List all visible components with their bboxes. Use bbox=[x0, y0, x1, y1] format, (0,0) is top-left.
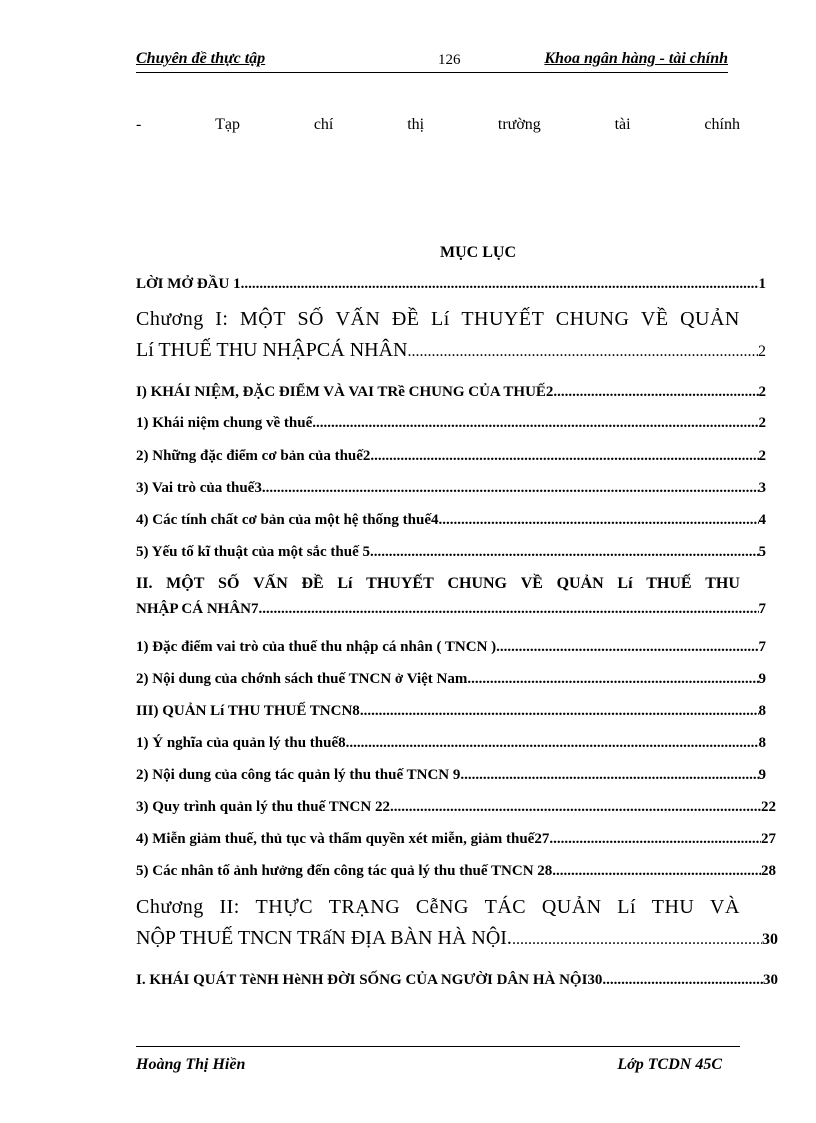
toc-leader-dots bbox=[552, 863, 761, 880]
toc-chapter-word: Chương bbox=[136, 896, 204, 918]
toc-entry-preface[interactable] bbox=[136, 276, 766, 293]
toc-entry-page: 30 bbox=[763, 972, 778, 988]
toc-entry-page: 2 bbox=[758, 343, 766, 360]
toc-entry-label: I. KHÁI QUÁT TèNH HèNH ĐỜI SỐNG CỦA NGƯỜI DÂN HÀ NỘI30 bbox=[136, 972, 603, 988]
toc-entry-page: 1 bbox=[758, 276, 766, 292]
header-faculty: Khoa ngân hàng - tài chính bbox=[544, 50, 728, 67]
toc-chapter-word: VỀ bbox=[640, 308, 669, 330]
toc-section-word: THU bbox=[705, 575, 740, 592]
toc-entry-chapter-line bbox=[136, 308, 740, 331]
toc-entry-chapter-1[interactable] bbox=[136, 308, 766, 362]
toc-leader-dots bbox=[602, 972, 763, 989]
toc-chapter-word: TRẠNG bbox=[328, 896, 401, 918]
toc-entry-section-2[interactable] bbox=[136, 575, 766, 618]
toc-entry-subsection[interactable] bbox=[136, 831, 776, 848]
toc-leader-dots bbox=[312, 415, 758, 432]
toc-entry-subsection[interactable] bbox=[136, 767, 766, 784]
toc-entry-subsection[interactable] bbox=[136, 671, 766, 688]
toc-entry-section[interactable] bbox=[136, 384, 766, 401]
toc-leader-dots bbox=[460, 767, 758, 784]
toc-section-word: VẤN bbox=[253, 575, 288, 592]
toc-chapter-word: THU bbox=[651, 896, 695, 918]
toc-entry-label: 5) Các nhân tố ảnh hưởng đến công tác quả lý thu thuế TNCN 28 bbox=[136, 863, 553, 879]
page-footer bbox=[136, 1056, 722, 1078]
toc-entry-page: 5 bbox=[758, 544, 766, 560]
toc-entry-subsection[interactable] bbox=[136, 448, 766, 465]
toc-chapter-word: TÁC bbox=[484, 896, 527, 918]
toc-entry-label: 5) Yếu tố kĩ thuật của một sắc thuế 5 bbox=[136, 544, 371, 560]
toc-entry-label: III) QUẢN Lí THU THUẾ TNCN8 bbox=[136, 703, 360, 719]
toc-entry-page: 4 bbox=[758, 512, 766, 528]
toc-entry-subsection[interactable] bbox=[136, 480, 766, 497]
toc-entry-label: 2) Những đặc điểm cơ bản của thuế2 bbox=[136, 448, 371, 464]
toc-leader-dots bbox=[549, 831, 761, 848]
toc-entry-section-line bbox=[136, 575, 740, 593]
toc-entry-subsection[interactable] bbox=[136, 735, 766, 752]
toc-chapter-word: THỰC bbox=[255, 896, 314, 918]
toc-chapter-word: QUẢN bbox=[680, 308, 740, 330]
toc-chapter-word: ĐỀ bbox=[391, 308, 420, 330]
toc-chapter-word: CễNG bbox=[415, 896, 469, 918]
reference-word: tài bbox=[614, 116, 631, 133]
toc-section-word: II. bbox=[136, 575, 153, 592]
toc-entry-page: 2 bbox=[758, 384, 766, 400]
toc-leader-dots bbox=[553, 384, 758, 401]
toc-leader-dots bbox=[438, 512, 758, 529]
toc-leader-dots bbox=[262, 480, 759, 497]
reference-word: chính bbox=[704, 116, 740, 133]
toc-chapter-word: Lí bbox=[617, 896, 637, 918]
toc-entry-section[interactable] bbox=[136, 703, 766, 720]
toc-entry-subsection[interactable] bbox=[136, 512, 766, 529]
toc-section-word: MỘT bbox=[166, 575, 205, 592]
toc-leader-dots bbox=[370, 544, 758, 561]
toc-entry-page: 22 bbox=[761, 799, 776, 815]
header-page-number: 126 bbox=[438, 52, 461, 68]
toc-chapter-word: II: bbox=[219, 896, 240, 918]
toc-leader-dots bbox=[496, 639, 758, 656]
toc-leader-dots bbox=[407, 343, 758, 361]
toc-section-word: Lí bbox=[617, 575, 633, 592]
toc-section-word: THUẾ bbox=[646, 575, 692, 592]
toc-leader-dots bbox=[259, 601, 759, 618]
reference-word: trường bbox=[497, 116, 541, 133]
toc-entry-label: Lí THUẾ THU NHẬPCÁ NHÂN bbox=[136, 339, 408, 361]
toc-entry-subsection[interactable] bbox=[136, 544, 766, 561]
toc-entry-label: 2) Nội dung của chớnh sách thuế TNCN ở Việt Nam bbox=[136, 671, 468, 687]
toc-section-word: THUYẾT bbox=[366, 575, 434, 592]
footer-author: Hoàng Thị Hiền bbox=[136, 1056, 246, 1073]
toc-entry-subsection[interactable] bbox=[136, 639, 766, 656]
toc-chapter-word: THUYẾT bbox=[461, 308, 545, 330]
page-header bbox=[136, 50, 728, 73]
toc-entry-page: 8 bbox=[758, 735, 766, 751]
toc-section-word: CHUNG bbox=[447, 575, 507, 592]
toc-entry-page: 3 bbox=[758, 480, 766, 496]
toc-entry-label: 4) Miễn giảm thuế, thủ tục và thẩm quyền xét miễn, giảm thuế27 bbox=[136, 831, 550, 847]
toc-entry-label: 1) Khái niệm chung về thuế bbox=[136, 415, 313, 431]
toc-section-word: Lí bbox=[337, 575, 353, 592]
toc-chapter-word: SỐ bbox=[297, 308, 325, 330]
footer-class: Lớp TCDN 45C bbox=[617, 1056, 722, 1073]
toc-entry-label: NỘP THUẾ TNCN TRấN ĐỊA BÀN HÀ NỘI. bbox=[136, 927, 512, 949]
toc-chapter-word: MỘT bbox=[239, 308, 286, 330]
toc-leader-dots bbox=[360, 703, 759, 720]
toc-entry-page: 9 bbox=[758, 671, 766, 687]
toc-leader-dots bbox=[467, 671, 758, 688]
toc-section-word: ĐỀ bbox=[301, 575, 324, 592]
toc-entry-label: 1) Đặc điểm vai trò của thuế thu nhập cá nhân ( TNCN ) bbox=[136, 639, 497, 655]
toc-entry-label: I) KHÁI NIỆM, ĐẶC ĐIỂM VÀ VAI TRề CHUNG CỦA THUẾ2 bbox=[136, 384, 554, 400]
reference-word: Tạp bbox=[215, 116, 241, 133]
reference-word: - bbox=[136, 116, 142, 133]
toc-leader-dots bbox=[390, 799, 761, 816]
toc-leader-dots bbox=[512, 931, 762, 949]
toc-entry-chapter-line bbox=[136, 896, 740, 919]
toc-entry-subsection[interactable] bbox=[136, 863, 776, 880]
toc-section-word: VỀ bbox=[520, 575, 543, 592]
toc-entry-label: 4) Các tính chất cơ bản của một hệ thống thuế4 bbox=[136, 512, 439, 528]
toc-entry-label: 3) Vai trò của thuế3 bbox=[136, 480, 262, 496]
toc-entry-page: 2 bbox=[758, 415, 766, 431]
toc-entry-page: 28 bbox=[761, 863, 776, 879]
toc-entry-page: 8 bbox=[758, 703, 766, 719]
toc-entry-page: 2 bbox=[758, 448, 766, 464]
toc-entry-label: LỜI MỞ ĐẦU 1 bbox=[136, 276, 241, 292]
toc-entry-label: 3) Quy trình quản lý thu thuế TNCN 22 bbox=[136, 799, 390, 815]
toc-section-word: QUẢN bbox=[556, 575, 604, 592]
toc-chapter-word: CHUNG bbox=[555, 308, 630, 330]
reference-word: chí bbox=[313, 116, 334, 133]
header-course-title: Chuyên đề thực tập bbox=[136, 50, 266, 67]
toc-entry-subsection[interactable] bbox=[136, 415, 766, 432]
toc-entry-page: 7 bbox=[758, 601, 766, 617]
toc-entry-subsection[interactable] bbox=[136, 799, 776, 816]
toc-entry-page: 7 bbox=[758, 639, 766, 655]
toc-leader-dots bbox=[346, 735, 759, 752]
toc-title: MỤC LỤC bbox=[440, 244, 516, 261]
reference-word: thị bbox=[407, 116, 425, 133]
toc-chapter-word: VÀ bbox=[710, 896, 740, 918]
toc-chapter-word: QUẢN bbox=[541, 896, 602, 918]
toc-entry-label: NHẬP CÁ NHÂN7 bbox=[136, 601, 259, 617]
toc-entry-section[interactable] bbox=[136, 972, 778, 989]
toc-section-word: SỐ bbox=[218, 575, 240, 592]
toc-entry-chapter-2[interactable] bbox=[136, 896, 778, 950]
footer-divider bbox=[136, 1046, 740, 1047]
toc-chapter-word: Lí bbox=[431, 308, 450, 330]
toc-entry-page: 9 bbox=[758, 767, 766, 783]
toc-chapter-word: I: bbox=[215, 308, 229, 330]
toc-leader-dots bbox=[241, 276, 759, 293]
toc-entry-page: 30 bbox=[762, 931, 778, 948]
reference-line bbox=[136, 116, 740, 136]
toc-entry-page: 27 bbox=[761, 831, 776, 847]
toc-chapter-word: VẤN bbox=[335, 308, 381, 330]
toc-leader-dots bbox=[370, 448, 758, 465]
toc-entry-label: 2) Nội dung của công tác quản lý thu thuế TNCN 9 bbox=[136, 767, 461, 783]
toc-entry-label: 1) Ý nghĩa của quản lý thu thuế8 bbox=[136, 735, 346, 751]
toc-chapter-word: Chương bbox=[136, 308, 204, 330]
